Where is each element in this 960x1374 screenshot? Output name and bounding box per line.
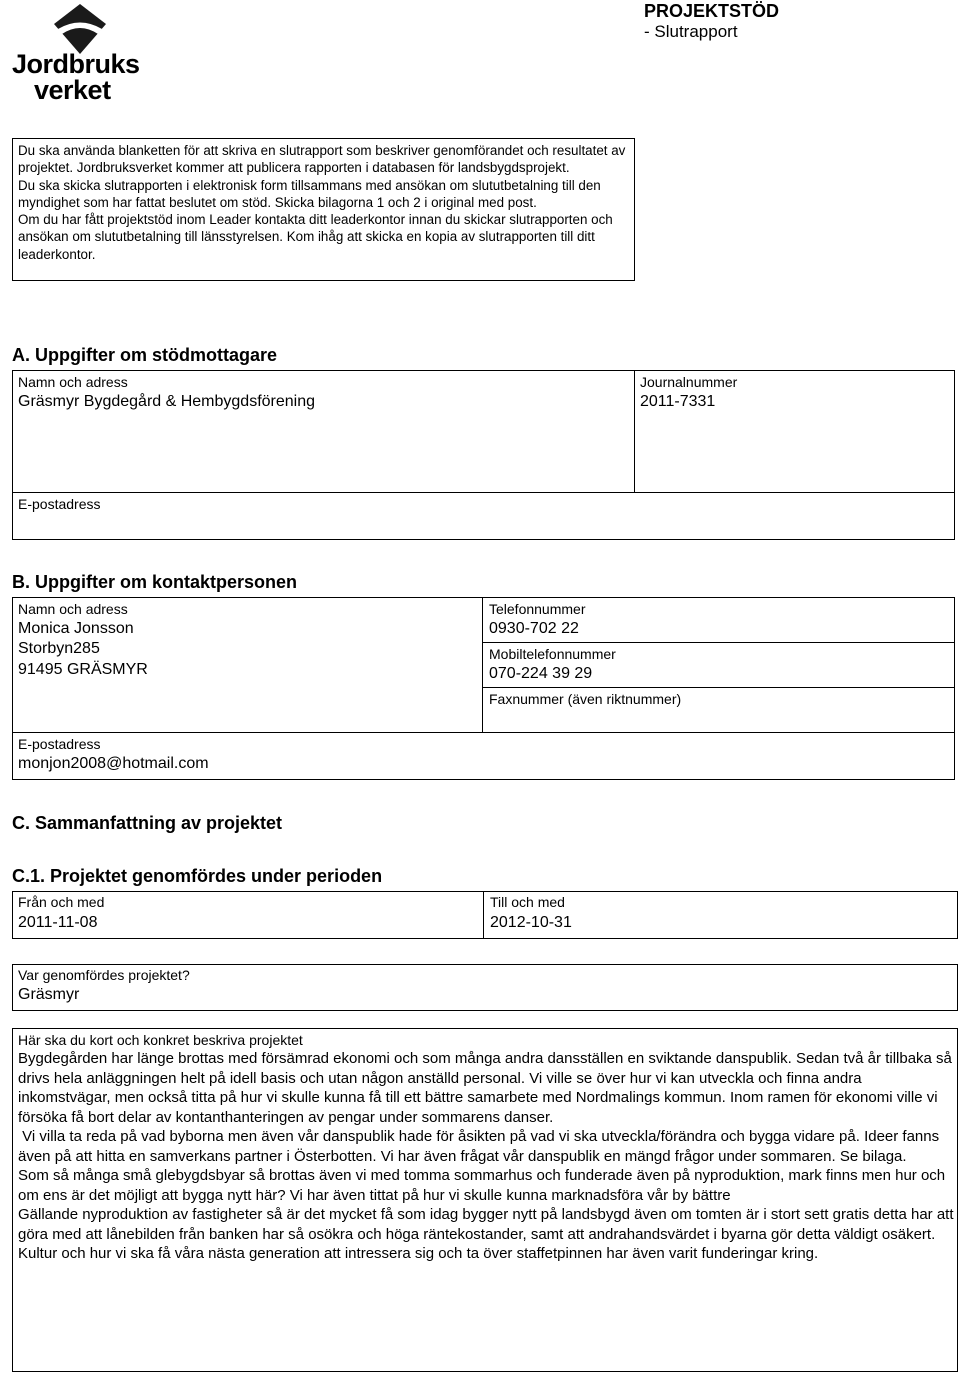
- info-paragraph: Du ska skicka slutrapporten i elektronisk form tillsammans med ansökan om slututbetalning till den myndighet som har fattat beslutet om stöd. Skicka bilagorna 1 och 2 i original med post.: [18, 177, 601, 210]
- to-date-value[interactable]: 2012-10-31: [490, 914, 572, 931]
- contact-name-label: Namn och adress: [18, 601, 128, 617]
- section-b-divider-h: [12, 732, 955, 733]
- period-divider-v: [483, 891, 484, 939]
- to-date-label: Till och med: [490, 894, 565, 910]
- phone-label: Telefonnummer: [489, 601, 586, 617]
- contact-address-line1[interactable]: Storbyn285: [18, 640, 100, 657]
- section-b-divider-mobile: [482, 687, 955, 688]
- logo-text-line2: verket: [34, 75, 111, 105]
- info-paragraph: Om du har fått projektstöd inom Leader kontakta ditt leaderkontor innan du skickar slutrapporten och ansökan om slututbetalning till länsstyrelsen. Kom ihåg att skicka en kopia av slutrapporten till ditt leaderkontor.: [18, 212, 613, 262]
- contact-address-line2[interactable]: 91495 GRÄSMYR: [18, 661, 148, 678]
- page-subtitle: - Slutrapport: [644, 22, 738, 41]
- section-a-heading: A. Uppgifter om stödmottagare: [12, 345, 278, 365]
- description-paragraph: Kultur och hur vi ska få våra nästa generation att intressera sig och ta över staffetpinnen har även varit funderingar kring.: [18, 1245, 819, 1262]
- recipient-email-label: E-postadress: [18, 496, 101, 512]
- contact-email-label: E-postadress: [18, 736, 101, 752]
- journal-number-value[interactable]: 2011-7331: [640, 393, 716, 410]
- location-label: Var genomfördes projektet?: [18, 967, 190, 983]
- recipient-name-label: Namn och adress: [18, 374, 128, 390]
- journal-number-label: Journalnummer: [640, 374, 738, 390]
- fax-label: Faxnummer (även riktnummer): [489, 691, 682, 707]
- section-b-divider-phone: [482, 642, 955, 643]
- description-text[interactable]: [18, 1049, 958, 1264]
- period-box: [12, 891, 958, 939]
- page-title: PROJEKTSTÖD: [644, 1, 780, 21]
- contact-email-value[interactable]: monjon2008@hotmail.com: [18, 755, 209, 772]
- description-paragraph: Som så många små glebygdsbyar så brottas även vi med tomma sommarhus och funderade även på nyproduktion, mark finns men hur och om ens är det möjligt att bygga nytt här? Vi har även tittat på hur vi skulle kunna marknadsföra vår by bättre: [18, 1167, 950, 1204]
- jordbruksverket-logo-icon: [50, 2, 110, 56]
- section-c1-heading: C.1. Projektet genomfördes under perioden: [12, 866, 383, 886]
- section-c-heading: C. Sammanfattning av projektet: [12, 813, 283, 833]
- location-value[interactable]: Gräsmyr: [18, 986, 80, 1003]
- from-date-label: Från och med: [18, 894, 105, 910]
- section-b-box: [12, 597, 955, 780]
- description-paragraph: Bygdegården har länge brottas med försämrad ekonomi och som många andra dansställen en sviktande danspublik. Sedan två år tillbaka så drivs hela anläggningen helt på idell basis och utan någon anställd personal. Vi ville se över hur vi kan utveckla och finna andra inkomstvägar, men också titta på hur vi skulle kunna få till ett bättre samarbete med Nordmalings kommun. Inom ramen för ekonomi ville vi försöka få bort delar av kontanthanteringen av pengar under sommarens danser.: [18, 1050, 957, 1126]
- info-text: [18, 142, 628, 263]
- mobile-label: Mobiltelefonnummer: [489, 646, 616, 662]
- recipient-name-value[interactable]: Gräsmyr Bygdegård & Hembygdsförening: [18, 393, 316, 410]
- description-paragraph: Gällande nyproduktion av fastigheter så är det mycket få som idag bygger nytt på landsbygd även om tomten är i stort sett gratis detta har att göra med att lånebilden från banken har så osökra och höga räntekostander, samt att andrahandsvärdet i byarna gör detta väldigt osäkert.: [18, 1206, 958, 1243]
- section-a-divider-v: [634, 370, 635, 493]
- logo-text-line1: Jordbruks: [12, 49, 140, 79]
- section-a-divider-h: [12, 492, 955, 493]
- contact-name-value[interactable]: Monica Jonsson: [18, 620, 134, 637]
- from-date-value[interactable]: 2011-11-08: [18, 914, 98, 931]
- description-paragraph: Vi villa ta reda på vad byborna men även vår danspublik hade för åsikten på vad vi ska utveckla/förändra och bygga vidare på. Ideer fanns även på att hitta en samverkans partner i Österbotten. Vi har även frågat vår danspublik en mängd frågor under sommaren. Se bilaga.: [18, 1128, 944, 1165]
- section-b-heading: B. Uppgifter om kontaktpersonen: [12, 572, 298, 592]
- info-paragraph: Du ska använda blanketten för att skriva en slutrapport som beskriver genomförandet och resultatet av projektet. Jordbruksverket kommer att publicera rapporten i databasen för landsbygdsprojekt.: [18, 143, 626, 176]
- phone-value[interactable]: 0930-702 22: [489, 620, 579, 637]
- section-b-divider-v: [482, 597, 483, 733]
- mobile-value[interactable]: 070-224 39 29: [489, 665, 593, 682]
- description-label: Här ska du kort och konkret beskriva projektet: [18, 1032, 303, 1048]
- logo: [10, 2, 140, 105]
